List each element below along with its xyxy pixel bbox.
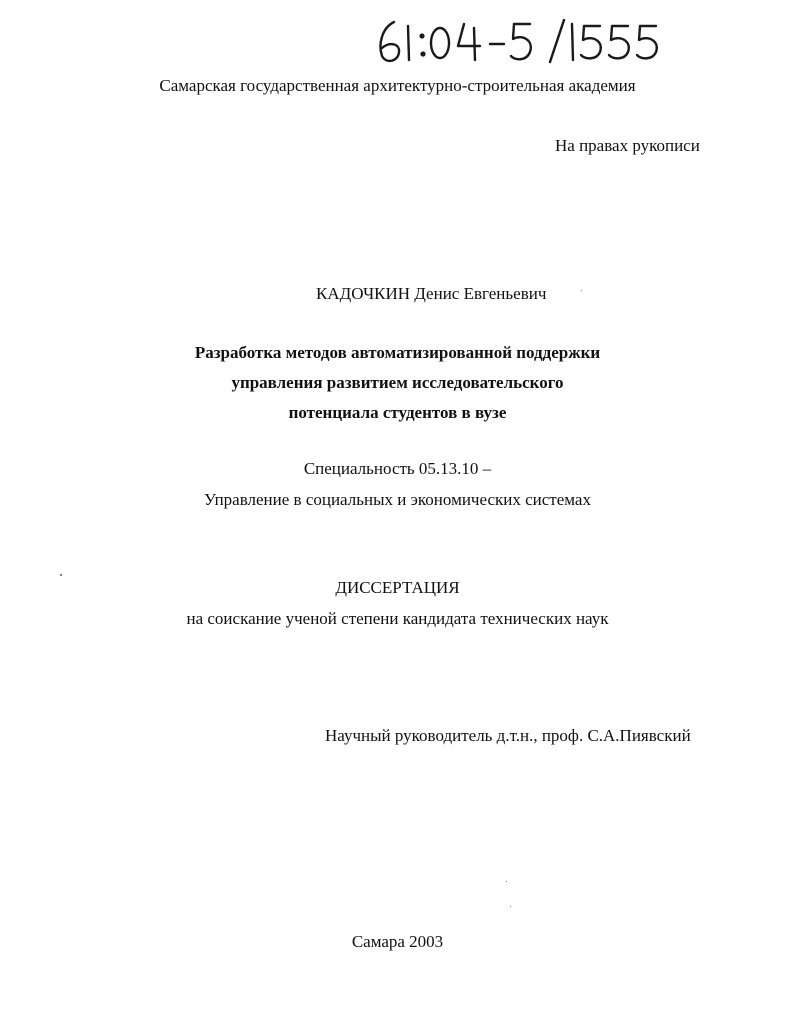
handwritten-number-drawing [372, 14, 662, 66]
specialty-code: Специальность 05.13.10 – [303, 459, 492, 478]
title-line-2: управления развитием исследовательского [231, 373, 564, 392]
city-year: Самара 2003 [351, 932, 444, 951]
title-line-3: потенциала студентов в вузе [288, 403, 507, 422]
scan-speck [506, 881, 507, 882]
title-line-1: Разработка методов автоматизированной поддержки [194, 343, 601, 362]
degree-line: на соискание ученой степени кандидата технических наук [186, 609, 609, 628]
handwritten-archive-number [372, 14, 662, 66]
supervisor-line: Научный руководитель д.т.н., проф. С.А.Пиявский [325, 726, 691, 745]
scan-speck [581, 290, 582, 291]
rights-note: На правах рукописи [555, 136, 700, 155]
institution-name: Самарская государственная архитектурно-строительная академия [159, 76, 636, 95]
work-type-heading: ДИССЕРТАЦИЯ [335, 578, 460, 597]
scan-speck [510, 906, 511, 907]
specialty-name: Управление в социальных и экономических системах [204, 490, 591, 509]
author-name: КАДОЧКИН Денис Евгеньевич [316, 284, 547, 303]
scan-speck [60, 574, 62, 576]
